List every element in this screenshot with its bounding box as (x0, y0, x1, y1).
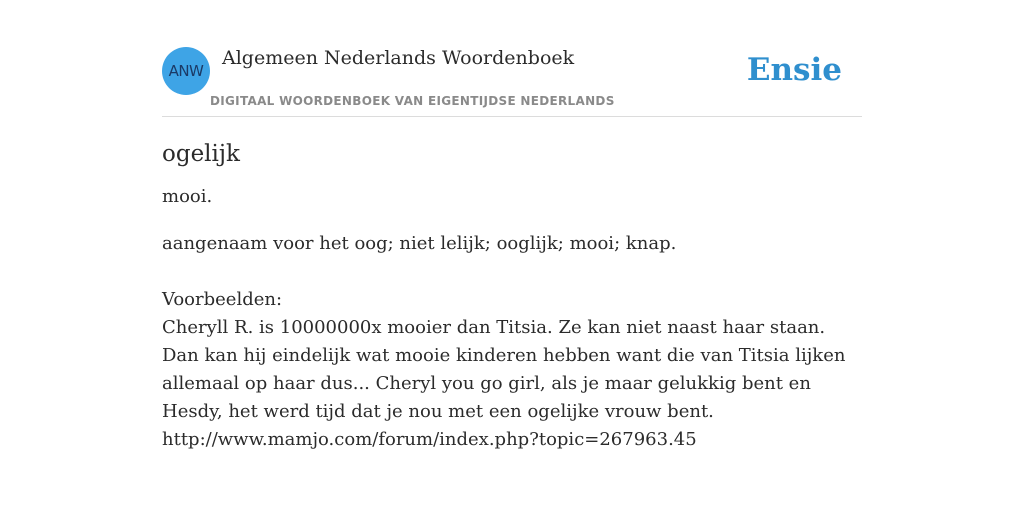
anw-logo[interactable] (162, 47, 210, 95)
examples-label: Voorbeelden: (162, 289, 283, 310)
ensie-brand-logo[interactable]: Ensie (746, 52, 842, 88)
entry-headword: ogelijk (162, 141, 240, 167)
long-definition: aangenaam voor het oog; niet lelijk; ooglijk; mooi; knap. (162, 233, 677, 254)
example-text: Cheryll R. is 10000000x mooier dan Titsia. Ze kan niet naast haar staan. Dan kan hij eindelijk wat mooie kinderen hebben want die van Titsia lijken allemaal op haar dus... Cheryl you go girl, als je maar gelukkig bent en Hesdy, het werd tijd dat je nou met een ogelijke vrouw bent. (162, 317, 846, 422)
source-link[interactable]: http://www.mamjo.com/forum/index.php?topic=267963.45 (162, 429, 697, 450)
site-title[interactable]: Algemeen Nederlands Woordenboek (222, 47, 575, 69)
short-definition: mooi. (162, 186, 213, 207)
site-subtitle: DIGITAAL WOORDENBOEK VAN EIGENTIJDSE NEDERLANDS (210, 94, 615, 108)
logo-text: ANW (168, 62, 204, 80)
entry-content (162, 138, 862, 454)
site-header (162, 40, 862, 117)
